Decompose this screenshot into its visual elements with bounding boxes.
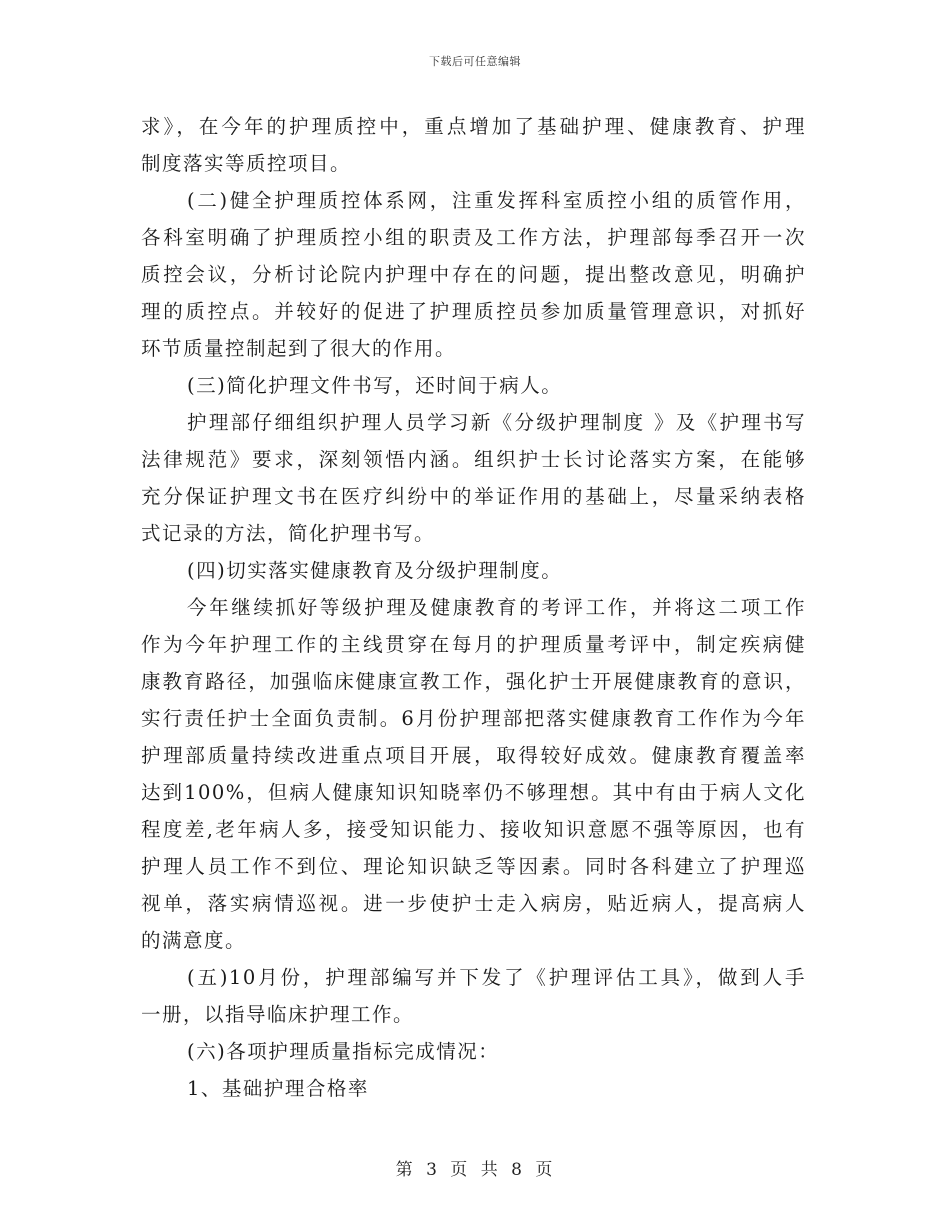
text-line: (五)10月份，护理部编写并下发了《护理评估工具》，做到人手 xyxy=(187,966,806,989)
text-line: 达到100%，但病人健康知识知晓率仍不够理想。其中有由于病人文化 xyxy=(141,781,806,804)
text-line: 视单，落实病情巡视。进一步使护士走入病房，贴近病人，提高病人 xyxy=(141,892,806,915)
text-line: (二)健全护理质控体系网，注重发挥科室质控小组的质管作用， xyxy=(187,189,806,212)
text-line: (三)简化护理文件书写，还时间于病人。 xyxy=(187,374,563,397)
text-line: 1、基础护理合格率 xyxy=(187,1077,369,1100)
text-line: 求》，在今年的护理质控中，重点增加了基础护理、健康教育、护理 xyxy=(141,115,806,138)
text-line: 一册，以指导临床护理工作。 xyxy=(141,1003,415,1026)
page-header: 下载后可任意编辑 xyxy=(429,55,521,68)
text-line: 法律规范》要求，深刻领悟内涵。组织护士长讨论落实方案，在能够 xyxy=(141,448,806,471)
text-line: 质控会议，分析讨论院内护理中存在的问题，提出整改意见，明确护 xyxy=(141,263,806,286)
text-line: 的满意度。 xyxy=(141,929,247,952)
text-line: 各科室明确了护理质控小组的职责及工作方法，护理部每季召开一次 xyxy=(141,226,806,249)
text-line: 理的质控点。并较好的促进了护理质控员参加质量管理意识，对抓好 xyxy=(141,300,806,323)
text-line: (六)各项护理质量指标完成情况： xyxy=(187,1040,500,1063)
text-line: 今年继续抓好等级护理及健康教育的考评工作，并将这二项工作 xyxy=(187,596,806,619)
text-line: 护理部仔细组织护理人员学习新《分级护理制度 》及《护理书写 xyxy=(187,411,806,434)
page-footer: 第 3 页 共 8 页 xyxy=(395,1160,555,1180)
text-line: 程度差,老年病人多，接受知识能力、接收知识意愿不强等原因，也有 xyxy=(141,818,806,841)
text-line: (四)切实落实健康教育及分级护理制度。 xyxy=(187,559,563,582)
document-body xyxy=(141,108,806,1107)
text-line: 护理部质量持续改进重点项目开展，取得较好成效。健康教育覆盖率 xyxy=(141,744,806,767)
text-line: 实行责任护士全面负责制。6月份护理部把落实健康教育工作作为今年 xyxy=(141,707,806,730)
text-line: 康教育路径，加强临床健康宣教工作，强化护士开展健康教育的意识， xyxy=(141,670,806,693)
text-line: 作为今年护理工作的主线贯穿在每月的护理质量考评中，制定疾病健 xyxy=(141,633,806,656)
text-line: 环节质量控制起到了很大的作用。 xyxy=(141,337,457,360)
text-line: 护理人员工作不到位、理论知识缺乏等因素。同时各科建立了护理巡 xyxy=(141,855,806,878)
text-line: 式记录的方法，简化护理书写。 xyxy=(141,522,436,545)
text-line: 充分保证护理文书在医疗纠纷中的举证作用的基础上，尽量采纳表格 xyxy=(141,485,806,508)
text-line: 制度落实等质控项目。 xyxy=(141,152,352,175)
